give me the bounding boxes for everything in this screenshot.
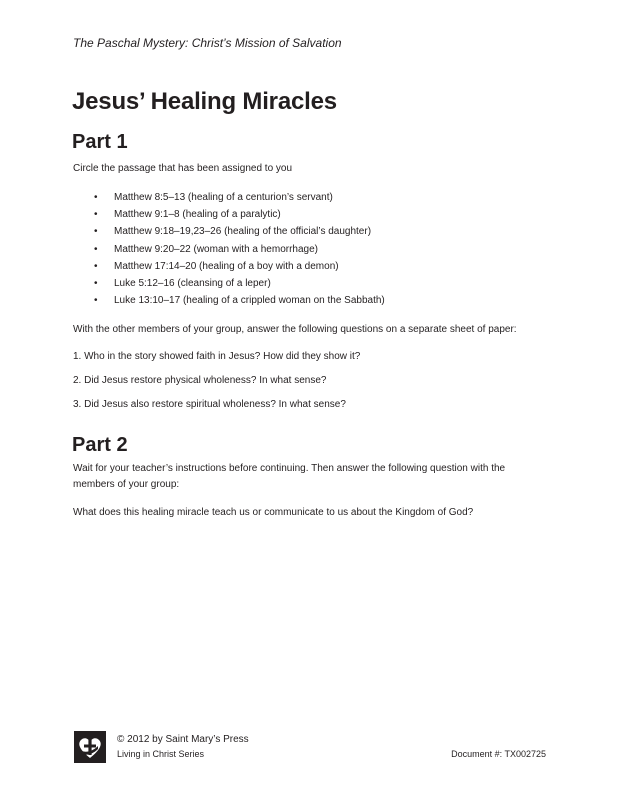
question-item: 1. Who in the story showed faith in Jesus? How did they show it? [73,351,361,362]
list-item [94,241,385,258]
part-2-heading: Part 2 [72,434,128,456]
copyright: © 2012 by Saint Mary’s Press [117,734,249,745]
passage-list [94,189,385,309]
list-item [94,223,385,240]
passage-text: Matthew 9:20–22 (woman with a hemorrhage) [114,243,318,255]
group-instruction: With the other members of your group, answer the following questions on a separate sheet of paper: [73,324,517,335]
list-item [94,275,385,292]
part-1-instruction: Circle the passage that has been assigned to you [73,163,293,174]
list-item [94,258,385,275]
bullet: • [94,226,98,238]
bullet: • [94,277,98,289]
part-2-question: What does this healing miracle teach us or communicate to us about the Kingdom of God? [73,507,474,518]
page-title: Jesus’ Healing Miracles [72,88,337,115]
bullet: • [94,295,98,307]
passage-text: Matthew 9:1–8 (healing of a paralytic) [114,209,281,221]
series-header: The Paschal Mystery: Christ’s Mission of Salvation [73,36,342,50]
document-number: Document #: TX002725 [451,749,546,759]
passage-text: Matthew 17:14–20 (healing of a boy with a demon) [114,260,339,272]
bullet: • [94,260,98,272]
list-item [94,292,385,309]
question-item: 3. Did Jesus also restore spiritual wholeness? In what sense? [73,399,346,410]
bullet: • [94,243,98,255]
list-item [94,189,385,206]
passage-text: Matthew 9:18–19,23–26 (healing of the official’s daughter) [114,226,372,238]
bullet: • [94,192,98,203]
part-2-instruction: Wait for your teacher’s instructions before continuing. Then answer the following question with the members of your group: [73,463,506,490]
passage-text: Matthew 8:5–13 (healing of a centurion’s servant) [114,192,333,203]
part-1-heading: Part 1 [72,131,128,153]
bullet: • [94,209,98,221]
series-name: Living in Christ Series [117,749,205,759]
passage-text: Luke 5:12–16 (cleansing of a leper) [114,277,271,289]
list-item [94,206,385,223]
saint-marys-press-logo-icon [74,731,106,763]
passage-text: Luke 13:10–17 (healing of a crippled woman on the Sabbath) [114,295,385,307]
question-list [73,349,360,421]
question-item: 2. Did Jesus restore physical wholeness? In what sense? [73,375,327,386]
